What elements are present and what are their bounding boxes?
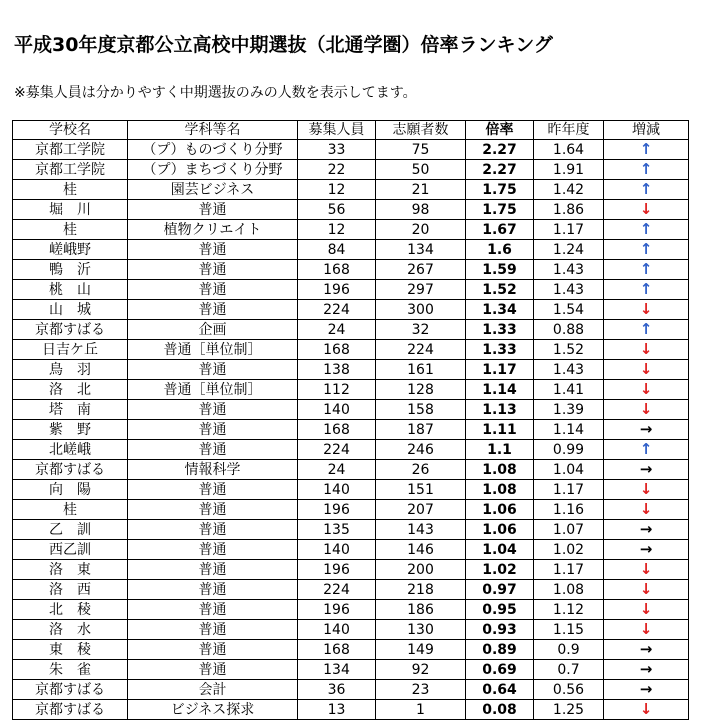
cell-dept: （プ）ものづくり分野 (128, 140, 298, 160)
cell-applicants: 200 (376, 560, 466, 580)
cell-rate: 1.11 (466, 420, 534, 440)
table-row (13, 580, 689, 600)
table-row (13, 700, 689, 720)
table-row (13, 440, 689, 460)
cell-trend (604, 400, 689, 420)
header-school: 学校名 (13, 121, 128, 140)
cell-rate: 1.04 (466, 540, 534, 560)
cell-last-year: 1.39 (534, 400, 604, 420)
cell-school: 洛 北 (13, 380, 128, 400)
cell-last-year: 1.17 (534, 480, 604, 500)
arrow-up-icon: ↑ (639, 260, 653, 278)
cell-capacity: 24 (298, 320, 376, 340)
cell-trend (604, 600, 689, 620)
cell-dept: 普通 (128, 200, 298, 220)
cell-applicants: 134 (376, 240, 466, 260)
table-row (13, 400, 689, 420)
cell-last-year: 0.99 (534, 440, 604, 460)
arrow-down-icon: ↓ (639, 600, 653, 618)
arrow-right-icon: → (639, 660, 653, 678)
table-row (13, 180, 689, 200)
cell-dept: 園芸ビジネス (128, 180, 298, 200)
cell-capacity: 196 (298, 600, 376, 620)
cell-dept: 普通 (128, 400, 298, 420)
cell-dept: 普通 (128, 500, 298, 520)
cell-rate: 1.34 (466, 300, 534, 320)
cell-last-year: 1.91 (534, 160, 604, 180)
cell-trend (604, 380, 689, 400)
cell-rate: 1.13 (466, 400, 534, 420)
cell-last-year: 1.64 (534, 140, 604, 160)
cell-rate: 1.52 (466, 280, 534, 300)
table-row (13, 520, 689, 540)
cell-capacity: 138 (298, 360, 376, 380)
cell-school: 京都すばる (13, 460, 128, 480)
cell-last-year: 1.25 (534, 700, 604, 720)
cell-last-year: 1.04 (534, 460, 604, 480)
cell-rate: 1.1 (466, 440, 534, 460)
cell-rate: 1.17 (466, 360, 534, 380)
cell-school: 嵯峨野 (13, 240, 128, 260)
table-row (13, 640, 689, 660)
table-row (13, 200, 689, 220)
cell-trend (604, 640, 689, 660)
cell-school: 京都すばる (13, 320, 128, 340)
cell-trend (604, 240, 689, 260)
cell-dept: 企画 (128, 320, 298, 340)
cell-applicants: 32 (376, 320, 466, 340)
cell-school: 鳥 羽 (13, 360, 128, 380)
cell-applicants: 50 (376, 160, 466, 180)
cell-applicants: 151 (376, 480, 466, 500)
cell-school: 京都工学院 (13, 160, 128, 180)
table-row (13, 480, 689, 500)
cell-dept: 普通 (128, 600, 298, 620)
cell-capacity: 168 (298, 420, 376, 440)
arrow-up-icon: ↑ (639, 240, 653, 258)
cell-school: 向 陽 (13, 480, 128, 500)
cell-last-year: 1.17 (534, 220, 604, 240)
cell-school: 桂 (13, 500, 128, 520)
table-row (13, 280, 689, 300)
cell-last-year: 1.43 (534, 280, 604, 300)
arrow-down-icon: ↓ (639, 400, 653, 418)
cell-applicants: 23 (376, 680, 466, 700)
cell-trend (604, 680, 689, 700)
cell-dept: 普通 (128, 440, 298, 460)
table-row (13, 680, 689, 700)
cell-capacity: 56 (298, 200, 376, 220)
cell-last-year: 1.14 (534, 420, 604, 440)
cell-applicants: 92 (376, 660, 466, 680)
cell-last-year: 0.88 (534, 320, 604, 340)
cell-last-year: 1.43 (534, 260, 604, 280)
cell-rate: 1.06 (466, 520, 534, 540)
cell-school: 紫 野 (13, 420, 128, 440)
cell-rate: 0.93 (466, 620, 534, 640)
cell-applicants: 246 (376, 440, 466, 460)
cell-capacity: 196 (298, 560, 376, 580)
cell-applicants: 186 (376, 600, 466, 620)
cell-capacity: 134 (298, 660, 376, 680)
note-text: ※募集人員は分かりやすく中期選抜のみの人数を表示してます。 (14, 85, 417, 101)
cell-trend (604, 360, 689, 380)
cell-applicants: 75 (376, 140, 466, 160)
header-trend: 増減 (604, 121, 689, 140)
cell-dept: 普通 (128, 300, 298, 320)
cell-last-year: 1.41 (534, 380, 604, 400)
header-dept: 学科等名 (128, 121, 298, 140)
cell-applicants: 146 (376, 540, 466, 560)
cell-trend (604, 140, 689, 160)
cell-trend (604, 480, 689, 500)
cell-rate: 0.97 (466, 580, 534, 600)
cell-last-year: 1.15 (534, 620, 604, 640)
cell-school: 朱 雀 (13, 660, 128, 680)
arrow-right-icon: → (639, 420, 653, 438)
cell-trend (604, 180, 689, 200)
cell-rate: 1.6 (466, 240, 534, 260)
table-row (13, 500, 689, 520)
table-row (13, 320, 689, 340)
cell-school: 京都工学院 (13, 140, 128, 160)
cell-capacity: 112 (298, 380, 376, 400)
cell-rate: 0.69 (466, 660, 534, 680)
cell-capacity: 140 (298, 400, 376, 420)
arrow-up-icon: ↑ (639, 440, 653, 458)
cell-trend (604, 340, 689, 360)
cell-capacity: 12 (298, 180, 376, 200)
cell-school: 山 城 (13, 300, 128, 320)
arrow-up-icon: ↑ (639, 320, 653, 338)
cell-capacity: 13 (298, 700, 376, 720)
cell-trend (604, 520, 689, 540)
cell-dept: 普通［単位制］ (128, 340, 298, 360)
cell-trend (604, 280, 689, 300)
arrow-right-icon: → (639, 680, 653, 698)
arrow-up-icon: ↑ (639, 140, 653, 158)
cell-school: 乙 訓 (13, 520, 128, 540)
cell-applicants: 187 (376, 420, 466, 440)
cell-dept: 普通 (128, 280, 298, 300)
cell-dept: 普通［単位制］ (128, 380, 298, 400)
cell-school: 西乙訓 (13, 540, 128, 560)
cell-school: 桃 山 (13, 280, 128, 300)
cell-rate: 1.08 (466, 460, 534, 480)
cell-dept: 普通 (128, 560, 298, 580)
cell-rate: 1.67 (466, 220, 534, 240)
cell-trend (604, 320, 689, 340)
cell-trend (604, 300, 689, 320)
cell-applicants: 143 (376, 520, 466, 540)
cell-capacity: 168 (298, 340, 376, 360)
cell-last-year: 1.24 (534, 240, 604, 260)
arrow-down-icon: ↓ (639, 500, 653, 518)
cell-school: 洛 西 (13, 580, 128, 600)
arrow-down-icon: ↓ (639, 200, 653, 218)
cell-dept: 普通 (128, 240, 298, 260)
cell-trend (604, 560, 689, 580)
table-row (13, 540, 689, 560)
cell-capacity: 33 (298, 140, 376, 160)
cell-dept: 普通 (128, 420, 298, 440)
table-row (13, 560, 689, 580)
ranking-table (12, 120, 689, 720)
arrow-up-icon: ↑ (639, 180, 653, 198)
table-row (13, 220, 689, 240)
cell-applicants: 128 (376, 380, 466, 400)
cell-school: 鴨 沂 (13, 260, 128, 280)
arrow-up-icon: ↑ (639, 220, 653, 238)
cell-applicants: 161 (376, 360, 466, 380)
cell-rate: 0.89 (466, 640, 534, 660)
cell-applicants: 98 (376, 200, 466, 220)
cell-applicants: 26 (376, 460, 466, 480)
cell-last-year: 1.42 (534, 180, 604, 200)
cell-rate: 0.08 (466, 700, 534, 720)
cell-capacity: 224 (298, 300, 376, 320)
cell-school: 洛 水 (13, 620, 128, 640)
table-row (13, 260, 689, 280)
cell-dept: 普通 (128, 640, 298, 660)
cell-dept: 普通 (128, 620, 298, 640)
cell-school: 桂 (13, 180, 128, 200)
table-row (13, 660, 689, 680)
cell-dept: 普通 (128, 480, 298, 500)
cell-applicants: 218 (376, 580, 466, 600)
cell-rate: 1.75 (466, 180, 534, 200)
cell-capacity: 36 (298, 680, 376, 700)
cell-capacity: 135 (298, 520, 376, 540)
cell-trend (604, 260, 689, 280)
table-row (13, 240, 689, 260)
cell-applicants: 300 (376, 300, 466, 320)
arrow-right-icon: → (639, 540, 653, 558)
cell-capacity: 140 (298, 480, 376, 500)
cell-applicants: 130 (376, 620, 466, 640)
cell-last-year: 0.7 (534, 660, 604, 680)
cell-capacity: 224 (298, 580, 376, 600)
arrow-down-icon: ↓ (639, 340, 653, 358)
cell-applicants: 20 (376, 220, 466, 240)
header-last-year: 昨年度 (534, 121, 604, 140)
cell-trend (604, 540, 689, 560)
table-row (13, 340, 689, 360)
cell-capacity: 196 (298, 280, 376, 300)
cell-school: 北 稜 (13, 600, 128, 620)
cell-school: 京都すばる (13, 700, 128, 720)
cell-dept: 植物クリエイト (128, 220, 298, 240)
cell-applicants: 149 (376, 640, 466, 660)
cell-rate: 0.64 (466, 680, 534, 700)
cell-dept: 情報科学 (128, 460, 298, 480)
arrow-down-icon: ↓ (639, 620, 653, 638)
cell-last-year: 1.07 (534, 520, 604, 540)
table-row (13, 620, 689, 640)
cell-rate: 2.27 (466, 140, 534, 160)
table-row (13, 600, 689, 620)
cell-dept: ビジネス探求 (128, 700, 298, 720)
arrow-right-icon: → (639, 460, 653, 478)
cell-rate: 1.06 (466, 500, 534, 520)
table-row (13, 300, 689, 320)
cell-capacity: 24 (298, 460, 376, 480)
cell-last-year: 0.56 (534, 680, 604, 700)
cell-last-year: 1.17 (534, 560, 604, 580)
cell-school: 北嵯峨 (13, 440, 128, 460)
cell-dept: 普通 (128, 520, 298, 540)
cell-trend (604, 700, 689, 720)
cell-dept: 普通 (128, 260, 298, 280)
cell-dept: 普通 (128, 580, 298, 600)
cell-applicants: 21 (376, 180, 466, 200)
cell-last-year: 1.43 (534, 360, 604, 380)
cell-capacity: 140 (298, 540, 376, 560)
cell-rate: 1.02 (466, 560, 534, 580)
arrow-down-icon: ↓ (639, 360, 653, 378)
cell-trend (604, 460, 689, 480)
cell-school: 洛 東 (13, 560, 128, 580)
cell-capacity: 196 (298, 500, 376, 520)
cell-dept: 会計 (128, 680, 298, 700)
table-row (13, 360, 689, 380)
arrow-up-icon: ↑ (639, 280, 653, 298)
cell-trend (604, 500, 689, 520)
cell-rate: 1.14 (466, 380, 534, 400)
cell-school: 東 稜 (13, 640, 128, 660)
cell-applicants: 297 (376, 280, 466, 300)
cell-dept: 普通 (128, 360, 298, 380)
cell-rate: 1.08 (466, 480, 534, 500)
arrow-down-icon: ↓ (639, 380, 653, 398)
cell-rate: 2.27 (466, 160, 534, 180)
cell-last-year: 1.86 (534, 200, 604, 220)
cell-capacity: 84 (298, 240, 376, 260)
cell-rate: 1.59 (466, 260, 534, 280)
cell-school: 堀 川 (13, 200, 128, 220)
cell-last-year: 1.16 (534, 500, 604, 520)
header-applicants: 志願者数 (376, 121, 466, 140)
cell-school: 塔 南 (13, 400, 128, 420)
cell-last-year: 0.9 (534, 640, 604, 660)
cell-applicants: 1 (376, 700, 466, 720)
cell-trend (604, 200, 689, 220)
cell-rate: 0.95 (466, 600, 534, 620)
cell-applicants: 207 (376, 500, 466, 520)
arrow-down-icon: ↓ (639, 480, 653, 498)
cell-capacity: 12 (298, 220, 376, 240)
table-row (13, 460, 689, 480)
cell-dept: 普通 (128, 660, 298, 680)
cell-dept: 普通 (128, 540, 298, 560)
cell-dept: （プ）まちづくり分野 (128, 160, 298, 180)
arrow-right-icon: → (639, 640, 653, 658)
cell-school: 日吉ケ丘 (13, 340, 128, 360)
cell-capacity: 168 (298, 640, 376, 660)
cell-trend (604, 220, 689, 240)
arrow-down-icon: ↓ (639, 700, 653, 718)
cell-trend (604, 660, 689, 680)
cell-trend (604, 160, 689, 180)
cell-last-year: 1.12 (534, 600, 604, 620)
cell-rate: 1.33 (466, 340, 534, 360)
cell-last-year: 1.02 (534, 540, 604, 560)
arrow-down-icon: ↓ (639, 300, 653, 318)
cell-capacity: 224 (298, 440, 376, 460)
cell-capacity: 22 (298, 160, 376, 180)
arrow-down-icon: ↓ (639, 580, 653, 598)
arrow-right-icon: → (639, 520, 653, 538)
cell-last-year: 1.08 (534, 580, 604, 600)
cell-school: 桂 (13, 220, 128, 240)
table-row (13, 380, 689, 400)
cell-applicants: 267 (376, 260, 466, 280)
cell-trend (604, 580, 689, 600)
cell-last-year: 1.52 (534, 340, 604, 360)
cell-rate: 1.75 (466, 200, 534, 220)
header-rate: 倍率 (466, 121, 534, 140)
cell-last-year: 1.54 (534, 300, 604, 320)
page-title: 平成30年度京都公立高校中期選抜（北通学圏）倍率ランキング (14, 34, 553, 56)
cell-trend (604, 440, 689, 460)
cell-rate: 1.33 (466, 320, 534, 340)
header-row (13, 121, 689, 140)
table-row (13, 420, 689, 440)
cell-capacity: 168 (298, 260, 376, 280)
table-row (13, 160, 689, 180)
header-capacity: 募集人員 (298, 121, 376, 140)
cell-applicants: 158 (376, 400, 466, 420)
cell-capacity: 140 (298, 620, 376, 640)
cell-trend (604, 620, 689, 640)
cell-applicants: 224 (376, 340, 466, 360)
cell-trend (604, 420, 689, 440)
arrow-down-icon: ↓ (639, 560, 653, 578)
cell-school: 京都すばる (13, 680, 128, 700)
table-row (13, 140, 689, 160)
arrow-up-icon: ↑ (639, 160, 653, 178)
